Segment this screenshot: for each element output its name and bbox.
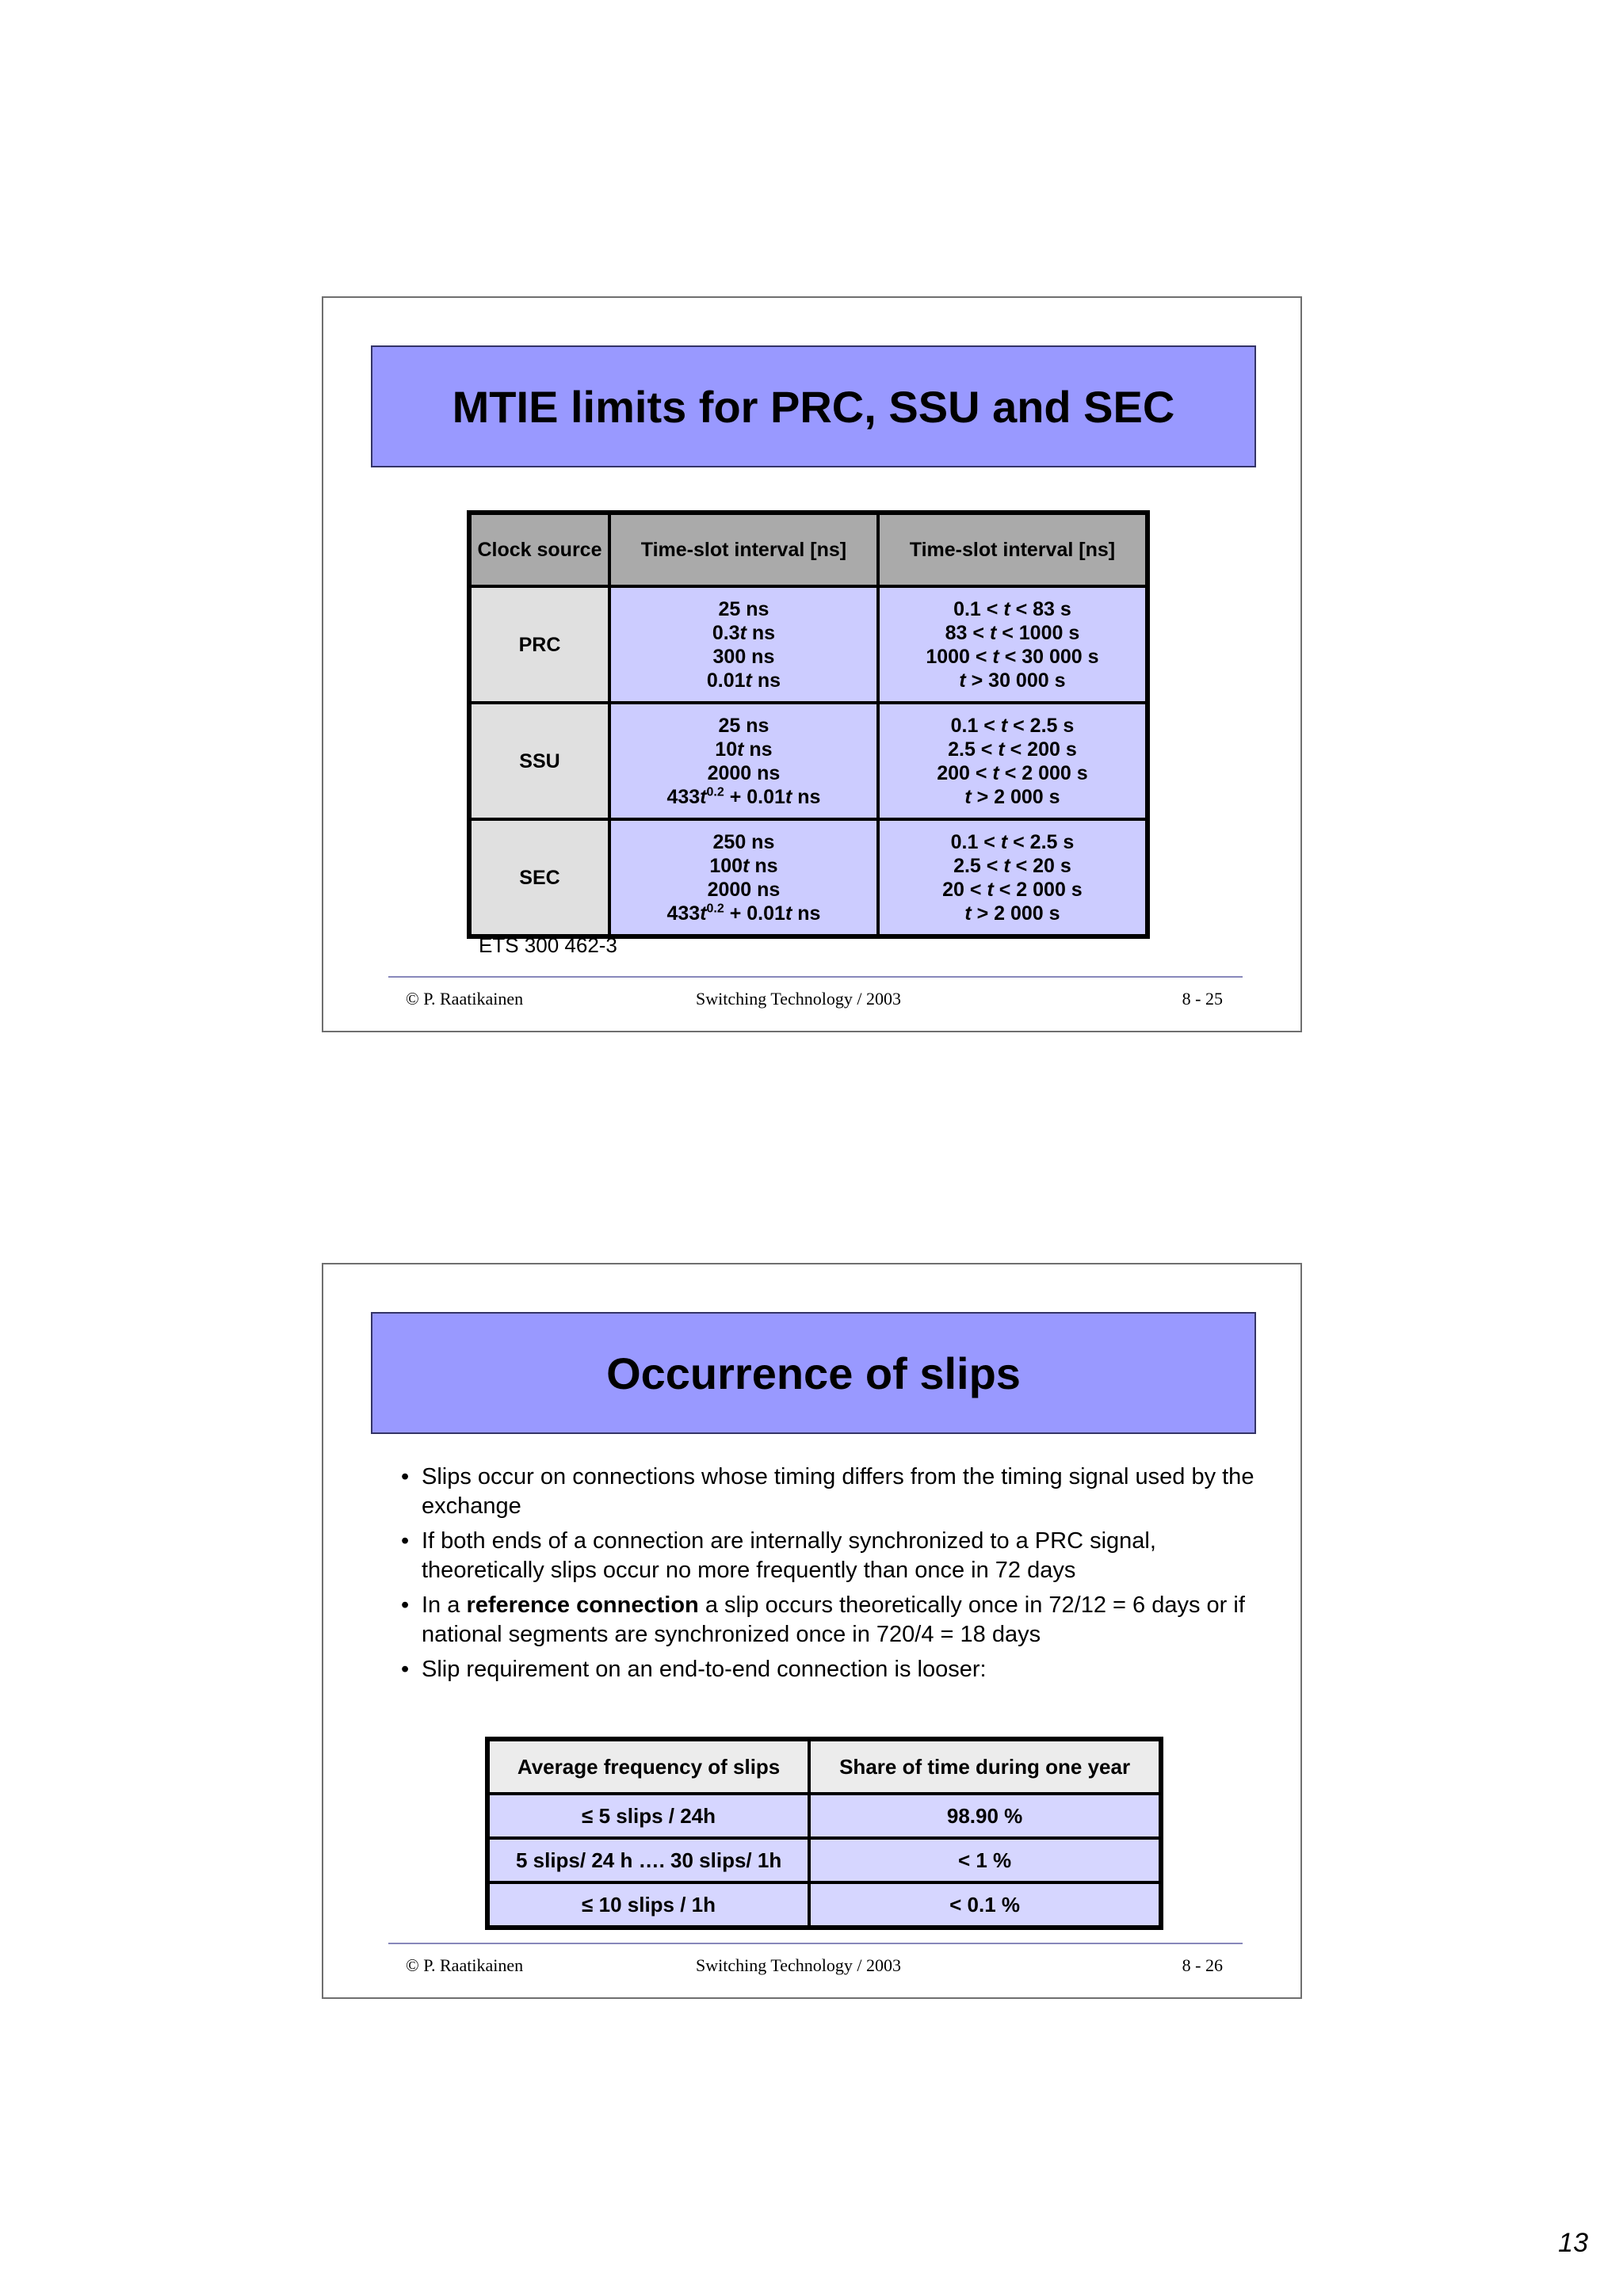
table-row bbox=[487, 1838, 1161, 1882]
footer-course: Switching Technology / 2003 bbox=[696, 989, 901, 1009]
mtie-limit-cell: 250 ns 100t ns 2000 ns $433t^{0.2} + 0.01t$ ns bbox=[609, 819, 878, 936]
header-interval: Time-slot interval [ns] bbox=[878, 513, 1148, 586]
time-share-cell: < 1 % bbox=[809, 1838, 1161, 1882]
slide-occurrence-of-slips bbox=[322, 1263, 1302, 1999]
footer-divider bbox=[388, 1943, 1243, 1944]
header-frequency: Average frequency of slips bbox=[487, 1739, 809, 1794]
table-row bbox=[469, 819, 1148, 936]
interval-cell: 0.1 < t < 83 s 83 < t < 1000 s 1000 < t < 30 000 s t > 30 000 s bbox=[878, 586, 1148, 703]
interval-cell: 0.1 < t < 2.5 s 2.5 < t < 200 s 200 < t < 2 000 s t > 2 000 s bbox=[878, 703, 1148, 819]
bullet-icon: • bbox=[401, 1528, 410, 1554]
clock-source-cell: SEC bbox=[469, 819, 609, 936]
bullet-icon: • bbox=[401, 1464, 410, 1489]
standard-reference: ETS 300 462-3 bbox=[479, 933, 617, 957]
footer-divider bbox=[388, 976, 1243, 978]
time-share-cell: 98.90 % bbox=[809, 1794, 1161, 1838]
slide-mtie-limits bbox=[322, 296, 1302, 1032]
table-row bbox=[487, 1794, 1161, 1838]
clock-source-cell: SSU bbox=[469, 703, 609, 819]
bullet-icon: • bbox=[401, 1657, 410, 1682]
header-share: Share of time during one year bbox=[809, 1739, 1161, 1794]
footer-page: 8 - 25 bbox=[1182, 989, 1223, 1009]
bullet-item: • In a reference connection a slip occurs theoretically once in 72/12 = 6 days or if national segments are synchronized once in 720/4 = 18 days bbox=[401, 1592, 1245, 1647]
bullet-item: • Slip requirement on an end-to-end connection is looser: bbox=[396, 1655, 1268, 1684]
header-limit: Time-slot interval [ns] bbox=[609, 513, 878, 586]
bullet-item: • Slips occur on connections whose timing differs from the timing signal used by the exchange bbox=[401, 1464, 1254, 1519]
mtie-table bbox=[467, 510, 1150, 939]
mtie-limit-cell: 25 ns 10t ns 2000 ns $433t^{0.2} + 0.01t$ ns bbox=[609, 703, 878, 819]
interval-cell: 0.1 < t < 2.5 s 2.5 < t < 20 s 20 < t < 2 000 s t > 2 000 s bbox=[878, 819, 1148, 936]
slip-frequency-cell: ≤ 10 slips / 1h bbox=[487, 1882, 809, 1928]
bullet-item: • If both ends of a connection are internally synchronized to a PRC signal, theoretically slips occur no more frequently than once in 72 days bbox=[401, 1528, 1156, 1583]
table-row bbox=[469, 703, 1148, 819]
footer-page: 8 - 26 bbox=[1182, 1955, 1223, 1975]
slip-frequency-cell: 5 slips/ 24 h …. 30 slips/ 1h bbox=[487, 1838, 809, 1882]
slide-title: MTIE limits for PRC, SSU and SEC bbox=[371, 345, 1256, 467]
table-row bbox=[469, 586, 1148, 703]
clock-source-cell: PRC bbox=[469, 586, 609, 703]
time-share-cell: < 0.1 % bbox=[809, 1882, 1161, 1928]
table-row bbox=[487, 1882, 1161, 1928]
mtie-limit-cell: 25 ns 0.3t ns 300 ns 0.01t ns bbox=[609, 586, 878, 703]
slide-title: Occurrence of slips bbox=[371, 1312, 1256, 1434]
footer-author: © P. Raatikainen bbox=[406, 1955, 524, 1975]
page-number: 13 bbox=[1558, 2228, 1588, 2258]
bullet-list bbox=[396, 1463, 1268, 1690]
bullet-icon: • bbox=[401, 1592, 410, 1618]
slip-frequency-cell: ≤ 5 slips / 24h bbox=[487, 1794, 809, 1838]
footer-course: Switching Technology / 2003 bbox=[696, 1955, 901, 1975]
slip-table bbox=[485, 1737, 1163, 1930]
header-clock-source: Clock source bbox=[469, 513, 609, 586]
footer-author: © P. Raatikainen bbox=[406, 989, 524, 1009]
